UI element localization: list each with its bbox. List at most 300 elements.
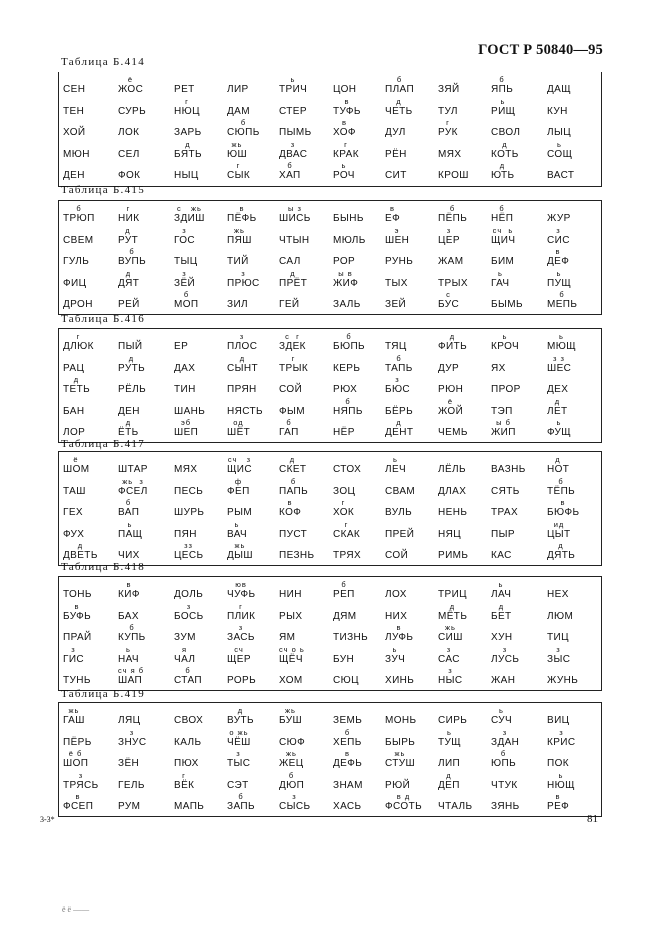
table-cell <box>438 375 498 399</box>
table-cell <box>227 97 287 121</box>
syllable-word: НИХ <box>385 610 408 622</box>
syllable-word: ЦЕР <box>438 234 460 246</box>
syllable-word: НЫС <box>438 675 463 686</box>
variant-annotation <box>333 290 361 299</box>
syllable-word: ТЫЦ <box>174 256 198 267</box>
variant-annotation: сч я б <box>118 666 145 675</box>
table-cell <box>227 771 287 795</box>
syllable-word: НЁП <box>491 213 514 224</box>
variant-annotation <box>385 161 407 170</box>
syllable-word: ПРЕЙ <box>385 528 415 540</box>
variant-annotation <box>438 792 472 801</box>
table-cell <box>547 97 607 121</box>
syllable-word: ПЁРЬ <box>63 736 92 748</box>
table-cell <box>491 541 551 565</box>
syllable-word: ПЛАП <box>385 84 415 95</box>
table-cell <box>438 541 498 565</box>
variant-annotation <box>385 520 414 529</box>
table-cell <box>63 140 123 164</box>
syllable-word: ТИЦ <box>547 632 569 643</box>
table-row <box>59 580 601 604</box>
syllable-word: ДЕХ <box>547 384 569 395</box>
table-cell <box>438 75 498 99</box>
variant-annotation: ь <box>558 770 564 780</box>
table-cell <box>174 455 234 479</box>
table-cell <box>491 290 551 314</box>
variant-annotation <box>438 498 467 507</box>
variant-annotation: з <box>502 727 508 737</box>
table-cell <box>118 375 178 399</box>
table-cell <box>491 397 551 421</box>
table-cell <box>63 580 123 604</box>
table-cell <box>174 269 234 293</box>
table-cell <box>174 728 234 752</box>
table-cell <box>333 204 393 228</box>
variant-annotation: г <box>185 96 189 106</box>
table-cell <box>547 706 607 730</box>
syllable-table <box>58 72 602 187</box>
variant-annotation <box>118 771 145 780</box>
syllable-word: СУРЬ <box>118 105 147 117</box>
variant-annotation: жь <box>286 749 297 758</box>
syllable-word: ТРЯСЬ <box>63 779 99 791</box>
table-cell <box>227 397 287 421</box>
table-cell <box>63 247 123 271</box>
syllable-word: ВИЦ <box>547 715 570 726</box>
table-cell <box>438 332 498 356</box>
syllable-word: НЫЦ <box>174 170 199 181</box>
variant-annotation: ы б <box>496 418 511 427</box>
variant-annotation: б <box>344 727 351 737</box>
table-cell <box>279 455 339 479</box>
variant-annotation <box>118 602 139 611</box>
syllable-word: ФИТЬ <box>438 341 468 352</box>
syllable-word: ЗЕЙ <box>385 299 407 310</box>
syllable-word: ПЫЙ <box>118 341 143 352</box>
table-cell <box>438 418 498 442</box>
table-cell <box>438 226 498 250</box>
syllable-word: ЗЁН <box>118 758 140 769</box>
variant-annotation <box>227 375 257 384</box>
table-cell <box>333 498 393 522</box>
table-cell <box>385 520 445 544</box>
variant-annotation: в <box>560 498 566 507</box>
syllable-word: ДЕНТ <box>385 427 414 438</box>
syllable-word: КОТЬ <box>491 148 519 160</box>
syllable-word: ЗНУС <box>118 736 147 748</box>
table-cell <box>279 418 339 442</box>
table-cell <box>491 226 551 250</box>
variant-annotation: д <box>555 455 561 464</box>
syllable-word: РОЧ <box>333 170 355 181</box>
syllable-word: СИШ <box>438 632 463 643</box>
syllable-word: РОРЬ <box>227 675 257 686</box>
syllable-word: ЛУСЬ <box>491 653 520 665</box>
syllable-word: СЮПЬ <box>227 127 260 138</box>
table-cell <box>491 792 551 816</box>
syllable-word: БУС <box>438 299 460 310</box>
syllable-word: СИТ <box>385 170 407 181</box>
table-row <box>59 477 601 501</box>
variant-annotation <box>438 75 460 84</box>
table-cell <box>385 247 445 271</box>
syllable-word: МЁТЬ <box>438 610 468 622</box>
table-cell <box>491 749 551 773</box>
table-cell <box>333 602 393 626</box>
syllable-word: БУН <box>333 653 355 665</box>
variant-annotation <box>118 140 140 149</box>
syllable-word: ЮШ <box>227 148 248 160</box>
table-cell <box>279 375 339 399</box>
table-cell <box>174 645 234 669</box>
table-cell <box>333 541 393 565</box>
syllable-word: ФУХ <box>63 528 85 540</box>
table-cell <box>438 97 498 121</box>
variant-annotation: ф <box>234 476 243 486</box>
syllable-word: ЖУНЬ <box>547 675 579 686</box>
table-cell <box>385 706 445 730</box>
table-row <box>59 290 601 314</box>
table-cell <box>547 397 607 421</box>
syllable-word: ЧТУК <box>491 779 518 791</box>
syllable-word: ПРЯН <box>227 384 257 395</box>
syllable-word: ВУЛЬ <box>385 507 413 518</box>
variant-annotation <box>118 118 139 127</box>
variant-annotation <box>438 97 458 106</box>
table-cell <box>174 375 234 399</box>
variant-annotation: в <box>555 247 561 256</box>
table-cell <box>491 161 551 185</box>
syllable-word: РЕФ <box>547 801 570 812</box>
syllable-word: ЖАМ <box>438 256 464 267</box>
variant-annotation: з <box>129 727 135 737</box>
syllable-word: ЖИП <box>491 427 516 438</box>
syllable-word: ЖОС <box>118 84 144 95</box>
syllable-word: ЁТЬ <box>118 427 139 438</box>
table-cell <box>279 269 339 293</box>
syllable-word: ХЕПЬ <box>333 736 362 748</box>
syllable-word: РЮХ <box>333 384 358 395</box>
variant-annotation <box>279 520 307 529</box>
syllable-word: ЮТЬ <box>491 170 515 181</box>
table-row <box>59 706 601 730</box>
variant-annotation: з <box>78 770 84 780</box>
syllable-word: ЖИФ <box>333 277 359 289</box>
syllable-word: ЖЕЦ <box>279 758 304 769</box>
syllable-word: ДВАС <box>279 148 308 160</box>
syllable-word: СЫСЬ <box>279 801 311 812</box>
syllable-table <box>58 328 602 443</box>
variant-annotation: б <box>499 204 505 213</box>
table-row <box>59 645 601 669</box>
table-cell <box>174 623 234 647</box>
syllable-word: ЗАЛЬ <box>333 299 361 310</box>
table-cell <box>63 226 123 250</box>
syllable-word: БАХ <box>118 610 139 622</box>
variant-annotation: б <box>290 476 297 486</box>
syllable-word: ЛАЧ <box>491 589 512 600</box>
variant-annotation: ь <box>392 644 398 654</box>
table-cell <box>279 397 339 421</box>
variant-annotation: д <box>499 161 506 170</box>
syllable-word: РУНЬ <box>385 256 414 267</box>
table-cell <box>174 792 234 816</box>
table-cell <box>385 161 445 185</box>
variant-annotation: ь <box>556 268 562 278</box>
variant-annotation: г <box>341 498 346 507</box>
table-cell <box>279 792 339 816</box>
table-cell <box>438 118 498 142</box>
syllable-word: ПЫМЬ <box>279 127 312 138</box>
syllable-word: МЮН <box>63 148 90 160</box>
variant-annotation <box>438 541 468 550</box>
table-cell <box>227 290 287 314</box>
table-cell <box>118 477 178 501</box>
syllable-word: ДАЩ <box>547 84 572 95</box>
table-cell <box>174 290 234 314</box>
variant-annotation: ы в <box>338 268 353 278</box>
syllable-word: ЩИС <box>227 464 252 475</box>
variant-annotation <box>174 75 195 84</box>
syllable-word: ЗУЧ <box>385 653 406 665</box>
table-cell <box>438 140 498 164</box>
table-cell <box>227 140 287 164</box>
variant-annotation: г <box>344 139 348 149</box>
variant-annotation <box>547 580 569 589</box>
variant-annotation <box>547 97 568 106</box>
syllable-word: ПРОР <box>491 384 521 395</box>
variant-annotation: д <box>449 601 456 611</box>
syllable-word: ЛИР <box>227 84 249 95</box>
syllable-word: ТУНЬ <box>63 675 91 686</box>
variant-annotation <box>385 728 415 737</box>
variant-annotation <box>438 354 459 363</box>
variant-annotation: ь <box>559 332 564 341</box>
variant-annotation <box>227 247 249 256</box>
variant-annotation <box>118 290 140 299</box>
table-row <box>59 749 601 773</box>
table-cell <box>438 645 498 669</box>
table-cell <box>279 666 339 690</box>
variant-annotation: б <box>125 498 132 507</box>
variant-annotation <box>63 140 90 149</box>
table-cell <box>547 771 607 795</box>
table-cell <box>63 666 123 690</box>
syllable-word: НЯПЬ <box>333 405 363 417</box>
syllable-word: САС <box>438 653 460 665</box>
syllable-word: ДЯМ <box>333 610 357 622</box>
table-cell <box>385 749 445 773</box>
syllable-word: РЕТ <box>174 84 195 95</box>
syllable-word: ФЕП <box>227 485 250 497</box>
syllable-word: ЯМ <box>279 632 296 643</box>
variant-annotation <box>118 332 142 341</box>
variant-annotation <box>333 354 360 363</box>
variant-annotation <box>118 792 140 801</box>
syllable-word: ГИС <box>63 653 85 665</box>
table-cell <box>118 580 178 604</box>
table-cell <box>227 247 287 271</box>
variant-annotation: в <box>555 792 561 801</box>
table-cell <box>491 623 551 647</box>
table-cell <box>279 140 339 164</box>
table-cell <box>547 498 607 522</box>
table-cell <box>491 706 551 730</box>
table-cell <box>385 477 445 501</box>
table-cell <box>118 455 178 479</box>
syllable-word: ТЫХ <box>385 277 408 289</box>
syllable-word: РЮЙ <box>385 779 411 791</box>
variant-annotation <box>491 455 526 464</box>
variant-annotation <box>438 161 469 170</box>
variant-annotation <box>279 118 312 127</box>
variant-annotation <box>174 161 199 170</box>
variant-annotation <box>385 498 412 507</box>
syllable-word: ВАП <box>118 507 140 518</box>
table-cell <box>63 792 123 816</box>
table-title: Таблица Б.419 <box>61 688 146 700</box>
table-cell <box>333 580 393 604</box>
table-cell <box>118 97 178 121</box>
table-cell <box>333 354 393 378</box>
syllable-word: ПУЩ <box>547 277 572 289</box>
table-cell <box>63 498 123 522</box>
table-cell <box>491 418 551 442</box>
variant-annotation <box>333 541 361 550</box>
table-cell <box>279 602 339 626</box>
table-cell <box>547 247 607 271</box>
table-cell <box>547 541 607 565</box>
syllable-word: ТЯЦ <box>385 341 407 352</box>
syllable-table <box>58 576 602 691</box>
table-cell <box>118 354 178 378</box>
syllable-word: ЧАЛ <box>174 653 196 665</box>
table-cell <box>333 97 393 121</box>
table-cell <box>174 520 234 544</box>
table-cell <box>491 645 551 669</box>
variant-annotation: жь <box>68 706 80 715</box>
variant-annotation: ь <box>556 418 562 427</box>
variant-annotation: б <box>346 332 352 341</box>
variant-annotation <box>118 706 140 715</box>
table-cell <box>385 602 445 626</box>
syllable-word: ГАШ <box>63 715 85 726</box>
syllable-word: СЮФ <box>279 736 306 748</box>
variant-annotation <box>227 498 252 507</box>
table-cell <box>63 354 123 378</box>
table-cell <box>438 602 498 626</box>
variant-annotation <box>174 354 195 363</box>
table-cell <box>547 418 607 442</box>
syllable-word: ДУЛ <box>385 127 406 138</box>
table-cell <box>118 247 178 271</box>
table-cell <box>438 749 498 773</box>
table-cell <box>63 75 123 99</box>
table-cell <box>118 498 178 522</box>
syllable-word: ЧТАЛЬ <box>438 801 473 812</box>
variant-annotation: эб <box>180 418 192 427</box>
table-cell <box>118 623 178 647</box>
variant-annotation <box>279 580 302 589</box>
table-cell <box>174 418 234 442</box>
table-cell <box>227 749 287 773</box>
variant-annotation: з <box>502 644 508 654</box>
variant-annotation: ь <box>393 455 398 464</box>
syllable-word: ТРИЧ <box>279 84 308 95</box>
variant-annotation <box>227 771 249 780</box>
variant-annotation <box>333 623 368 632</box>
syllable-word: НЯЦ <box>438 528 462 540</box>
variant-annotation <box>63 269 86 278</box>
table-cell <box>63 520 123 544</box>
variant-annotation <box>385 706 417 715</box>
table-cell <box>438 204 498 228</box>
table-cell <box>333 477 393 501</box>
variant-annotation <box>385 580 407 589</box>
table-cell <box>491 477 551 501</box>
syllable-word: КАС <box>491 550 512 561</box>
table-cell <box>227 498 287 522</box>
page-header: ГОСТ Р 50840—95 <box>478 42 603 58</box>
table-cell <box>333 645 393 669</box>
variant-annotation <box>385 290 406 299</box>
syllable-word: ТРЮП <box>63 213 95 224</box>
syllable-word: СКЕТ <box>279 464 307 475</box>
variant-annotation: б <box>396 353 402 363</box>
variant-annotation <box>491 541 512 550</box>
syllable-word: ЮПЬ <box>491 758 517 769</box>
syllable-word: МЯХ <box>174 464 198 475</box>
variant-annotation <box>385 602 407 611</box>
syllable-word: КРИС <box>547 736 576 748</box>
variant-annotation <box>227 666 256 675</box>
syllable-word: ФСОТЬ <box>385 801 423 812</box>
syllable-word: ДЛАХ <box>438 485 467 497</box>
table-cell <box>491 771 551 795</box>
syllable-word: ЗНАМ <box>333 779 363 791</box>
variant-annotation <box>227 75 249 84</box>
syllable-word: ЛЕЧ <box>385 464 407 475</box>
table-cell <box>174 247 234 271</box>
syllable-word: ЛОХ <box>385 589 407 600</box>
syllable-word: БУШ <box>279 715 303 726</box>
table-cell <box>227 418 287 442</box>
table-cell <box>385 623 445 647</box>
syllable-word: КРАК <box>333 148 359 160</box>
variant-annotation <box>174 375 196 384</box>
table-cell <box>279 498 339 522</box>
syllable-word: КУН <box>547 105 568 117</box>
syllable-word: ПЯН <box>174 528 197 540</box>
syllable-word: ГУЛЬ <box>63 256 90 267</box>
variant-annotation <box>279 97 307 106</box>
table-cell <box>333 728 393 752</box>
table-cell <box>174 706 234 730</box>
table-row <box>59 226 601 250</box>
variant-annotation <box>385 269 408 278</box>
variant-annotation: д <box>558 541 564 550</box>
table-cell <box>491 269 551 293</box>
syllable-word: ТРЫК <box>279 362 309 374</box>
variant-annotation: г <box>344 519 349 529</box>
variant-annotation: з <box>241 268 246 278</box>
syllable-word: ТАПЬ <box>385 362 413 374</box>
variant-annotation <box>174 728 201 737</box>
syllable-word: ЩЕР <box>227 653 251 665</box>
syllable-word: ШЕС <box>547 362 572 374</box>
variant-annotation: д <box>289 455 296 464</box>
syllable-word: РИЩ <box>491 105 516 117</box>
